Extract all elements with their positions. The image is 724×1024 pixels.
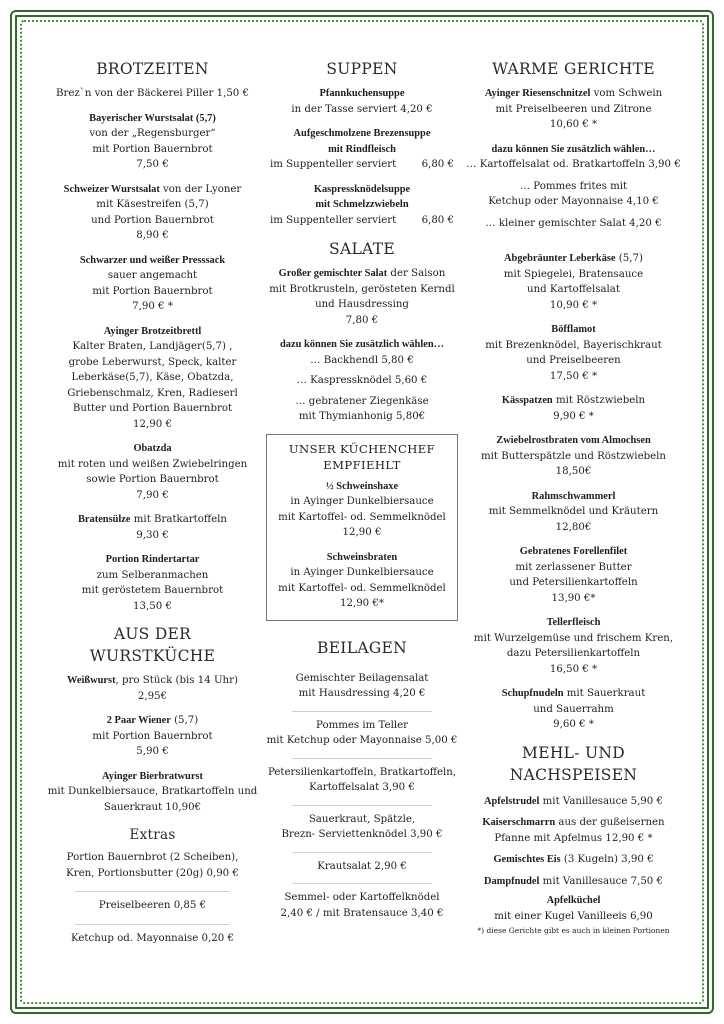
menu-item: Schupfnudeln mit Sauerkraut und Sauerrahm 9,60 € * bbox=[501, 688, 646, 730]
menu-item: Apfelküchel mit einer Kugel Vanilleeis 6,90 bbox=[494, 895, 653, 922]
menu-item: Gemischtes Eis (3 Kugeln) 3,90 € bbox=[493, 854, 654, 865]
menu-item: Gemischter Beilagensalat mit Hausdressing 4,20 € bbox=[295, 672, 429, 699]
section-title-nachspeisen: MEHL- UND NACHSPEISEN bbox=[509, 743, 638, 784]
menu-item: Großer gemischter Salat der Saison mit Brotkrusteln, gerösteten Kerndl und Hausdressing 7,80 € bbox=[269, 268, 455, 326]
section-title-beilagen: BEILAGEN bbox=[317, 638, 407, 657]
menu-item: Weißwurst, pro Stück (bis 14 Uhr) 2,95€ bbox=[67, 675, 238, 702]
menu-item: Böfflamot mit Brezenknödel, Bayerischkraut und Preiselbeeren 17,50 € * bbox=[485, 324, 662, 382]
menu-item: Portion Rindertartar zum Selberanmachen mit geröstetem Bauernbrot 13,50 € bbox=[81, 554, 224, 612]
menu-item: Gebratenes Forellenfilet mit zerlassener Butter und Petersilienkartoffeln 13,90 €* bbox=[509, 546, 638, 604]
menu-item: Schweinsbraten in Ayinger Dunkelbiersauce mit Kartoffel- od. Semmelknödel 12,90 €* bbox=[278, 551, 446, 609]
menu-item: Kaspressknödelsuppe mit Schmelzzwiebeln im Suppenteller serviert 6,80 € bbox=[270, 183, 454, 226]
chef-recommendation-title: UNSER KÜCHENCHEF EMPFIEHLT bbox=[288, 441, 436, 472]
menu-item: Apfelstrudel mit Vanillesauce 5,90 € bbox=[483, 795, 663, 807]
divider bbox=[75, 924, 230, 925]
menu-item: Ayinger Riesenschnitzel vom Schwein mit Preiselbeeren und Zitrone 10,60 € * bbox=[484, 88, 663, 130]
divider bbox=[292, 758, 432, 759]
footnote: *) diese Gerichte gibt es auch in kleinen Portionen bbox=[477, 926, 670, 935]
menu-item: Schweizer Wurstsalat von der Lyoner mit Käsestreifen (5,7) und Portion Bauernbrot 8,90 € bbox=[63, 183, 242, 241]
menu-item: dazu können Sie zusätzlich wählen… … Kartoffelsalat od. Bratkartoffeln 3,90 € … Pommes frites mit Ketchup oder Mayonnaise 4,10 € … kleiner gemischter Salat 4,20 € bbox=[466, 143, 681, 229]
menu-item: Abgebräunter Leberkäse (5,7) mit Spiegelei, Bratensauce und Kartoffelsalat 10,90 € * bbox=[503, 253, 644, 311]
column-right bbox=[466, 58, 681, 936]
menu-item: Ayinger Bierbratwurst mit Dunkelbiersauce, Bratkartoffeln und Sauerkraut 10,90€ bbox=[47, 770, 258, 813]
menu-item: Portion Bauernbrot (2 Scheiben), Kren, Portionsbutter (20g) 0,90 € bbox=[66, 852, 239, 879]
menu-item: Kässpatzen mit Röstzwiebeln 9,90 € * bbox=[501, 395, 646, 422]
menu-item: Schwarzer und weißer Presssack sauer angemacht mit Portion Bauernbrot 7,90 € * bbox=[79, 254, 226, 312]
menu-item: Tellerfleisch mit Wurzelgemüse und frischem Kren, dazu Petersilienkartoffeln 16,50 € * bbox=[473, 617, 674, 675]
section-title-warme-gerichte: WARME GERICHTE bbox=[492, 60, 655, 78]
divider bbox=[292, 805, 432, 806]
menu-item: Bayerischer Wurstsalat (5,7) von der „Regensburger“ mit Portion Bauernbrot 7,50 € bbox=[89, 112, 216, 170]
menu-item: Krautsalat 2,90 € bbox=[317, 860, 407, 872]
menu-item: Sauerkraut, Spätzle, Brezn- Serviettenknödel 3,90 € bbox=[281, 813, 443, 840]
section-title-extras: Extras bbox=[129, 827, 176, 843]
section-title-wurstkueche: AUS DER WURSTKÜCHE bbox=[89, 625, 216, 665]
menu-item: Pommes im Teller mit Ketchup oder Mayonnaise 5,00 € bbox=[266, 719, 458, 746]
menu-item: Petersilienkartoffeln, Bratkartoffeln, Kartoffelsalat 3,90 € bbox=[267, 766, 457, 793]
menu-item: 2 Paar Wiener (5,7) mit Portion Bauernbrot 5,90 € bbox=[92, 715, 213, 757]
menu-item: Aufgeschmolzene Brezensuppe mit Rindfleisch im Suppenteller serviert 6,80 € bbox=[270, 128, 454, 170]
menu-item: Kaiserschmarrn aus der gußeisernen Pfanne mit Apfelmus 12,90 € * bbox=[482, 817, 665, 844]
menu-item: Pfannkuchensuppe in der Tasse serviert 4,20 € bbox=[291, 88, 433, 115]
divider bbox=[292, 883, 432, 884]
menu-item: Zwiebelrostbraten vom Almochsen mit Butterspätzle und Röstzwiebeln 18,50€ bbox=[481, 435, 666, 477]
menu-item: dazu können Sie zusätzlich wählen… … Backhendl 5,80 € … Kaspressknödel 5,60 € … gebratener Ziegenkäse mit Thymianhonig 5,80€ bbox=[280, 339, 444, 422]
divider bbox=[75, 891, 230, 892]
menu-item: Bratensülze mit Bratkartoffeln 9,30 € bbox=[78, 514, 227, 541]
chef-recommendation-box bbox=[266, 434, 458, 621]
column-middle bbox=[262, 58, 462, 930]
menu-item: Dampfnudel mit Vanillesauce 7,50 € bbox=[483, 875, 664, 887]
menu-item: Ketchup od. Mayonnaise 0,20 € bbox=[71, 932, 234, 944]
menu-item: Obatzda mit roten und weißen Zwiebelringen sowie Portion Bauernbrot 7,90 € bbox=[57, 443, 248, 501]
menu-item: Semmel- oder Kartoffelknödel 2,40 € / mit Bratensauce 3,40 € bbox=[280, 892, 444, 919]
section-title-salate: SALATE bbox=[329, 240, 395, 258]
column-left bbox=[45, 58, 260, 956]
section-title-suppen: SUPPEN bbox=[326, 60, 398, 78]
menu-item: ½ Schweinshaxe in Ayinger Dunkelbiersauce mit Kartoffel- od. Semmelknödel 12,90 € bbox=[278, 480, 446, 538]
divider bbox=[292, 711, 432, 712]
divider bbox=[292, 852, 432, 853]
menu-item: Brez`n von der Bäckerei Piller 1,50 € bbox=[55, 88, 250, 99]
menu-item: Rahmschwammerl mit Semmelknödel und Kräutern 12,80€ bbox=[488, 490, 659, 533]
menu-item: Preiselbeeren 0,85 € bbox=[98, 900, 207, 911]
section-title-brotzeiten: BROTZEITEN bbox=[96, 60, 209, 78]
menu-item: Ayinger Brotzeitbrettl Kalter Braten, Landjäger(5,7) , grobe Leberwurst, Speck, kalter Leberkäse(5,7), Käse, Obatzda, Griebenschmalz, Kren, Radieserl Butter und Portion Bauernbrot 12,90 € bbox=[67, 325, 238, 430]
